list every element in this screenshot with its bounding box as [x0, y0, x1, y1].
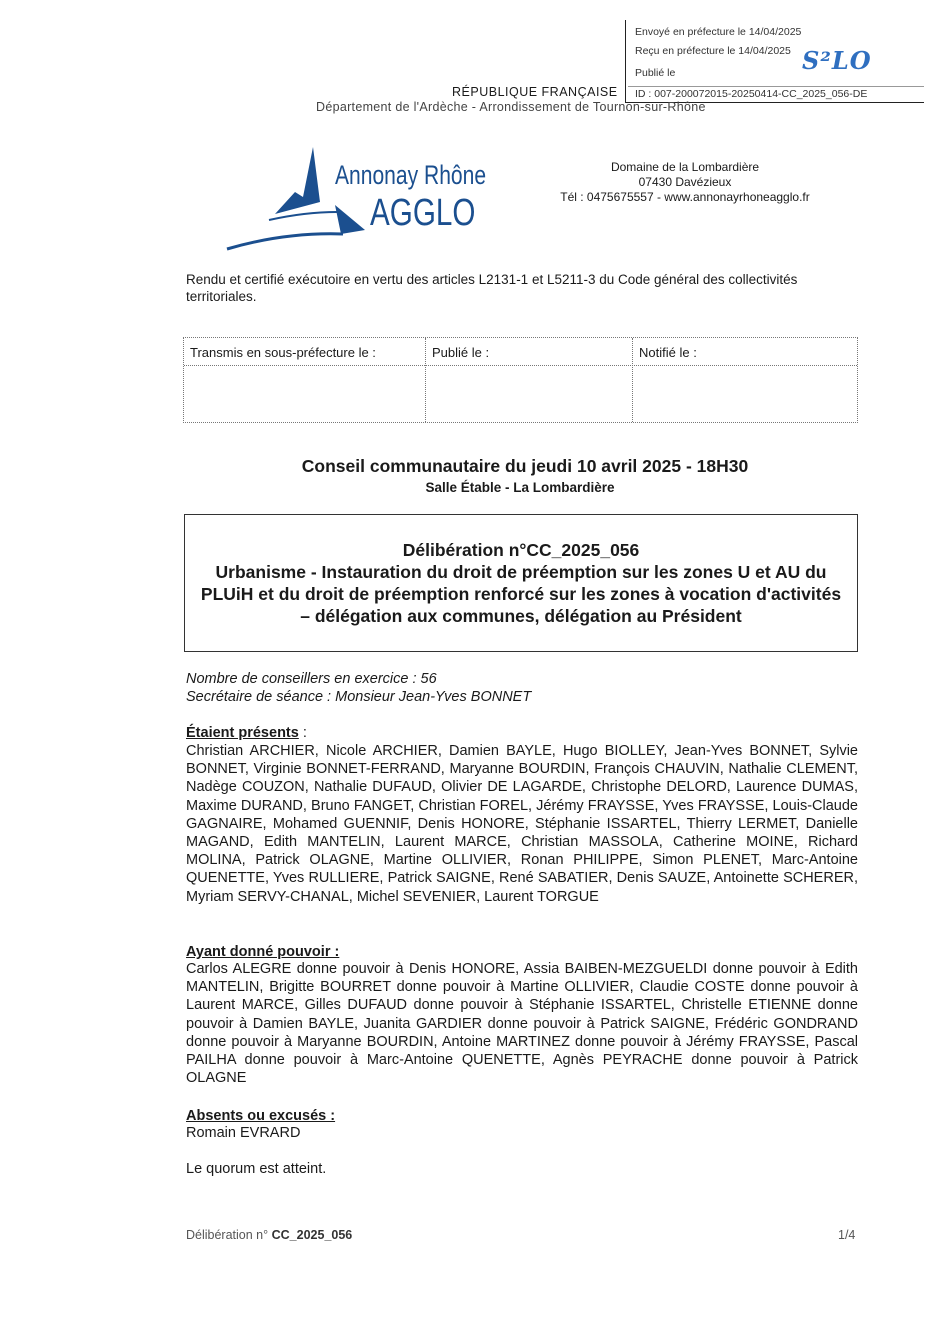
presents-list: Christian ARCHIER, Nicole ARCHIER, Damien BAYLE, Hugo BIOLLEY, Jean-Yves BONNET, Sylvie BONNET, Virginie BONNET-FERRAND, Maryanne BOURDIN, François CHAUVIN, Nathalie CLEMENT, Nadège COUZON, Nathalie DUFAUD, Olivier DE LAGARDE, Christophe DELORD, Laurence DUMAS, Maxime DURAND, Bruno FANGET, Christian FOREL, Jérémy FRAYSSE, Yves FRAYSSE, Louis-Claude GAGNAIRE, Mohamed GUENNIF, Denis HONORE, Stéphanie ISSARTEL, Thierry LERMET, Danielle MAGAND, Edith MANTELIN, Laurent MARCE, Christian MASSOLA, Catherine MOINE, Richard MOLINA, Patrick OLAGNE, Martine OLLIVIER, Ronan PHILIPPE, Simon PLENET, Marc-Antoine QUENETTE, Yves RULLIERE, Patrick SAIGNE, René SABATIER, Denis SAUZE, Antoinette SCHERER, Myriam SERVY-CHANAL, Michel SEVENIER, Laurent TORGUE	[186, 743, 858, 905]
slo-logo: S²LO	[802, 46, 872, 75]
address-block	[530, 160, 840, 205]
deliberation-box	[184, 514, 858, 652]
stamp-recu: Reçu en préfecture le 14/04/2025	[635, 45, 791, 57]
table-header-transmis: Transmis en sous-préfecture le :	[190, 345, 376, 360]
certification-text: Rendu et certifié exécutoire en vertu des articles L2131-1 et L5211-3 du Code général des collectivités territoriales.	[186, 272, 798, 304]
table-header-publie: Publié le :	[432, 345, 490, 360]
footer-reference	[186, 1228, 352, 1242]
table-cell-publie	[426, 338, 633, 422]
secretaire-seance: Secrétaire de séance : Monsieur Jean-Yves BONNET	[186, 689, 532, 705]
stamp-publie: Publié le	[635, 67, 676, 79]
logo-line2: AGGLO	[370, 192, 476, 234]
agglo-logo	[225, 142, 495, 257]
prefecture-stamp	[625, 20, 924, 103]
footer-number: CC_2025_056	[271, 1228, 353, 1242]
pouvoirs-list: Carlos ALEGRE donne pouvoir à Denis HONORE, Assia BAIBEN-MEZGUELDI donne pouvoir à Edith MANTELIN, Brigitte BOURRET donne pouvoir à Martine OLLIVIER, Claudie COSTE donne pouvoir à Laurent MARCE, Gilles DUFAUD donne pouvoir à Stéphanie ISSARTEL, Christelle ETIENNE donne pouvoir à Damien BAYLE, Juanita GARDIER donne pouvoir à Patrick SAIGNE, Frédéric GONDRAND donne pouvoir à Maryanne BOURDIN, Antoine MARTINEZ donne pouvoir à Jérémy FRAYSSE, Pascal PAILHA donne pouvoir à Marc-Antoine QUENETTE, Agnès PEYRACHE donne pouvoir à Patrick OLAGNE	[186, 961, 858, 1087]
table-cell-notifie	[633, 338, 857, 422]
meeting-place: Salle Étable - La Lombardière	[425, 480, 615, 495]
presents-heading-suffix: :	[298, 725, 307, 741]
table-cell-transmis	[184, 338, 426, 422]
conseillers-count: Nombre de conseillers en exercice : 56	[186, 671, 437, 687]
meeting-title: Conseil communautaire du jeudi 10 avril 2025 - 18H30	[301, 456, 749, 476]
quorum-text: Le quorum est atteint.	[186, 1161, 327, 1177]
departement-line: Département de l'Ardèche - Arrondissement de Tournon-sur-Rhône	[316, 100, 706, 114]
absents-section	[186, 1108, 858, 1142]
republique-francaise: RÉPUBLIQUE FRANÇAISE	[452, 85, 618, 99]
address-line2: 07430 Davézieux	[638, 175, 732, 189]
address-line1: Domaine de la Lombardière	[610, 160, 760, 174]
meeting-meta	[186, 670, 531, 706]
footer-label: Délibération n°	[186, 1228, 269, 1242]
pouvoirs-heading: Ayant donné pouvoir :	[186, 944, 340, 960]
stamp-id: ID : 007-200072015-20250414-CC_2025_056-DE	[628, 86, 924, 100]
presents-section	[186, 724, 858, 906]
logo-line1: Annonay Rhône	[335, 160, 487, 190]
presents-heading: Étaient présents	[186, 725, 299, 741]
absents-heading: Absents ou excusés :	[186, 1108, 336, 1124]
address-line3: Tél : 0475675557 - www.annonayrhoneagglo.fr	[560, 190, 810, 204]
deliberation-subject: Urbanisme - Instauration du droit de préemption sur les zones U et AU du PLUiH et du droit de préemption renforcé sur les zones à vocation d'activités – délégation aux communes, délégation au Président	[200, 562, 842, 626]
table-header-notifie: Notifié le :	[639, 345, 697, 360]
deliberation-number: Délibération n°CC_2025_056	[402, 540, 640, 560]
pouvoirs-section	[186, 944, 858, 1087]
absents-list: Romain EVRARD	[186, 1125, 301, 1141]
transmission-table	[183, 337, 858, 423]
page-number: 1/4	[838, 1228, 856, 1242]
stamp-envoye: Envoyé en préfecture le 14/04/2025	[635, 26, 802, 38]
